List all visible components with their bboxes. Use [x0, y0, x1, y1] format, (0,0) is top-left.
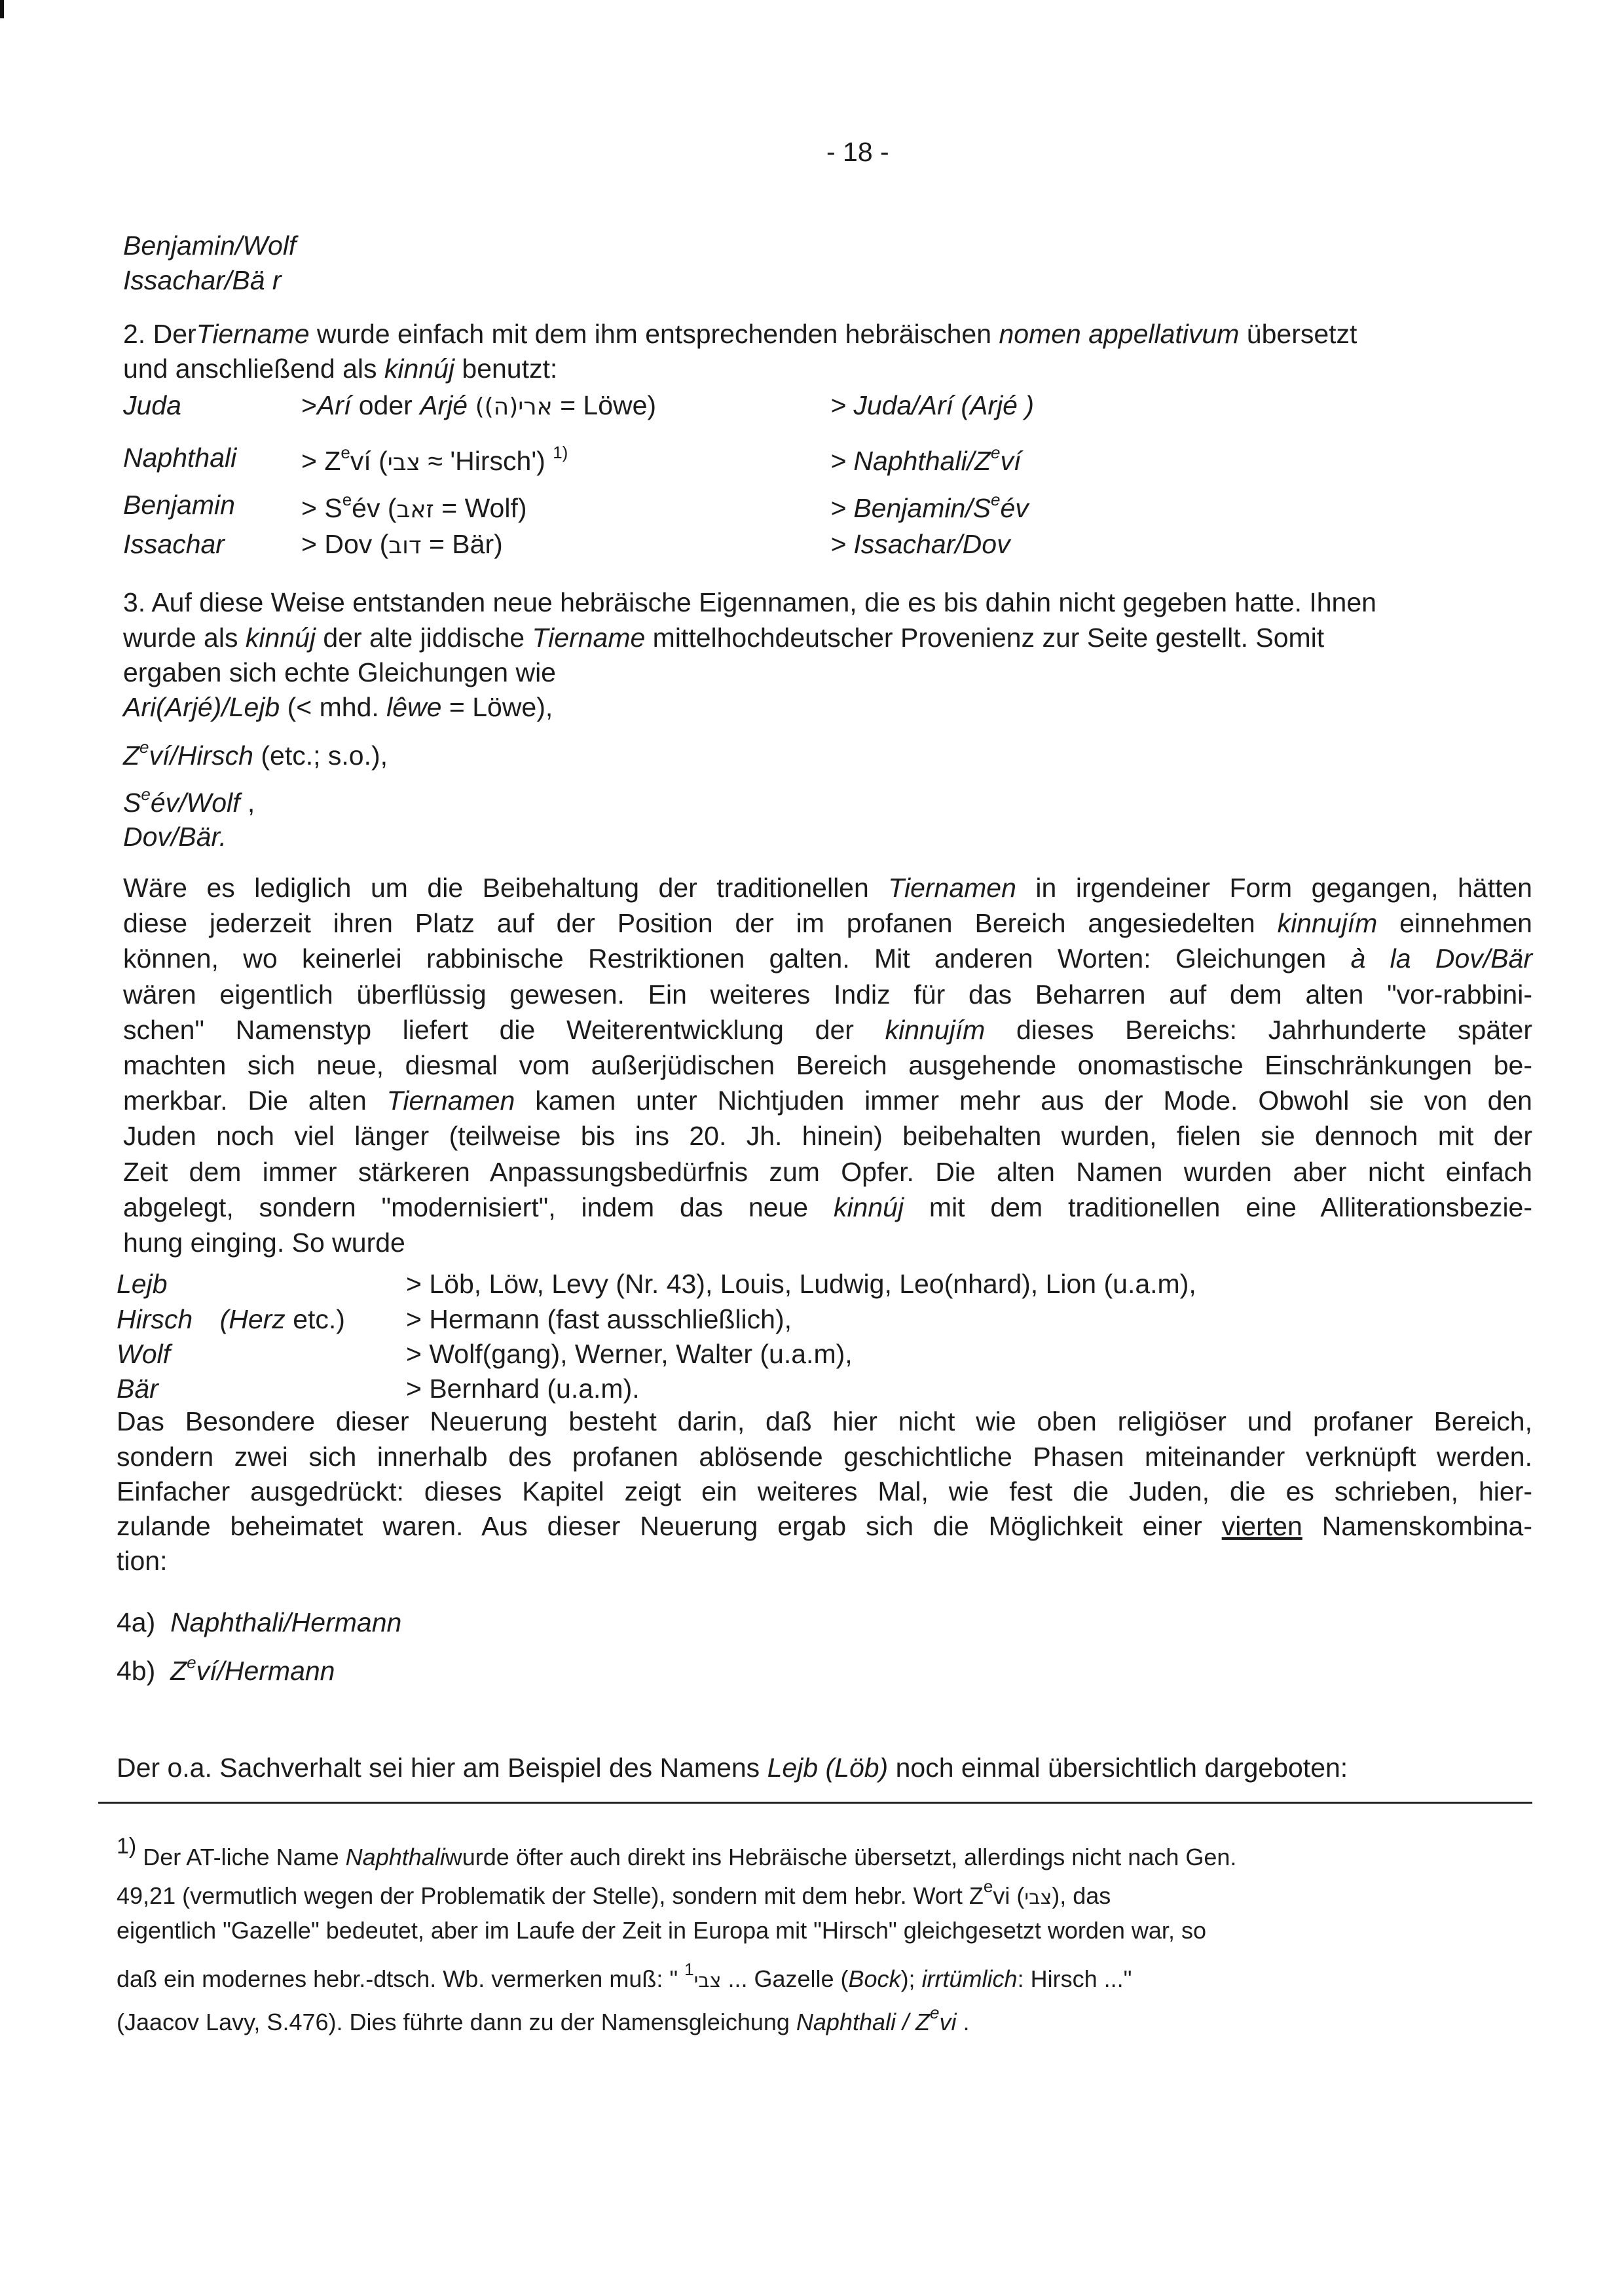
- text: ... Gazelle (: [721, 1965, 849, 1992]
- mod-result: > Hermann (fast ausschließlich),: [406, 1304, 792, 1334]
- text: ví: [1000, 446, 1022, 476]
- text: ), das: [1052, 1882, 1111, 1909]
- text: ví/Hirsch: [149, 740, 253, 771]
- table-translation: [301, 529, 503, 560]
- text: (Jaacov Lavy, S.476). Dies führte dann zu der Namensgleichung: [117, 2009, 796, 2035]
- text: oder: [351, 390, 420, 420]
- paragraph-line: [123, 875, 1532, 902]
- text: > S: [301, 493, 342, 523]
- term-kinnuj: kinnúj: [384, 354, 454, 384]
- mod-result: > Bernhard (u.a.m).: [406, 1374, 640, 1404]
- text: merkbar. Die alten: [123, 1085, 387, 1116]
- superscript: 1: [684, 1959, 694, 1979]
- combination-4b: [117, 1654, 335, 1685]
- italic-term: à la Dov/Bär: [1350, 943, 1532, 974]
- paragraph-line: Einfacher ausgedrückt: dieses Kapitel zeigt ein weiteres Mal, wie fest die Juden, die es schrieben, hier-: [117, 1476, 1532, 1506]
- paragraph-line: Das Besondere dieser Neuerung besteht darin, daß hier nicht wie oben religiöser und profaner Bereich,: [117, 1406, 1532, 1436]
- text: schen" Namenstyp liefert die Weiterentwicklung der: [123, 1015, 885, 1045]
- table-translation: [301, 490, 527, 524]
- text: benutzt:: [454, 354, 558, 384]
- paragraph-line: [123, 1230, 405, 1256]
- hebrew-word: דוב: [388, 532, 422, 559]
- text: Arjé: [420, 390, 468, 420]
- mod-name: Lejb: [117, 1269, 168, 1299]
- section-3-line-2: [123, 625, 1324, 651]
- text: noch einmal übersichtlich dargeboten:: [888, 1753, 1348, 1783]
- section-number: 2.: [123, 319, 146, 349]
- text: Naphthali: [345, 1844, 445, 1870]
- superscript: e: [983, 1876, 993, 1896]
- table-result: [830, 443, 1021, 477]
- text: > Naphthali/Z: [830, 446, 991, 476]
- mod-name: Hirsch: [117, 1304, 193, 1334]
- table-result: [830, 490, 1029, 524]
- paragraph-line: [123, 1052, 1532, 1079]
- text: = Löwe): [552, 390, 657, 420]
- text: Ari(Arjé)/Lejb: [123, 692, 280, 722]
- superscript: e: [187, 1652, 196, 1672]
- superscript: e: [991, 490, 1001, 509]
- text: können, wo keinerlei rabbinische Restriktionen galten. Mit anderen Worten: Gleichungen: [123, 943, 1351, 974]
- superscript: e: [141, 784, 151, 804]
- scan-edge-mark: [0, 0, 4, 18]
- footnote-divider: [98, 1802, 1532, 1804]
- table-name: Benjamin: [123, 490, 235, 520]
- term-tiername: Tiername: [532, 623, 646, 653]
- term-kinnuj: kinnúj: [245, 623, 316, 653]
- text: Naphthali/Hermann: [170, 1607, 402, 1637]
- hebrew-word: צבי: [1024, 1886, 1052, 1909]
- page-number: - 18 -: [826, 137, 889, 167]
- italic-term: Tiernamen: [888, 873, 1016, 903]
- term-tiername: Tiername: [196, 319, 310, 349]
- superscript: e: [991, 443, 1001, 462]
- mod-name: Wolf: [117, 1339, 170, 1369]
- table-name: Juda: [123, 390, 181, 420]
- footnote-line-2: [117, 1878, 1111, 1908]
- footnote-line-3: eigentlich "Gazelle" bedeutet, aber im Laufe der Zeit in Europa mit "Hirsch" gleichgesetzt worden war, so: [117, 1917, 1206, 1944]
- paragraph-line: [123, 945, 1532, 972]
- table-result: > Juda/Arí (Arjé ): [830, 390, 1035, 420]
- text: = Bär): [421, 529, 503, 559]
- text: vi (: [993, 1882, 1025, 1909]
- paragraph-line: [123, 1017, 1532, 1044]
- paragraph-line: [123, 1159, 1532, 1186]
- paragraph-line: [123, 1087, 1532, 1114]
- equation-2: [123, 738, 388, 769]
- label: 4b): [117, 1656, 156, 1686]
- text: = Wolf): [434, 493, 527, 523]
- text: wurde einfach mit dem ihm entsprechenden hebräischen: [309, 319, 999, 349]
- text: mittelhochdeutscher Provenienz zur Seite gestellt. Somit: [645, 623, 1325, 653]
- text: > Benjamin/S: [830, 493, 991, 523]
- text: .: [956, 2009, 970, 2035]
- text: Arí: [316, 390, 352, 420]
- text: machten sich neue, diesmal vom außerjüdischen Bereich ausgehende onomastische Einschränkungen be-: [123, 1050, 1532, 1080]
- superscript: e: [342, 490, 352, 509]
- text: wären eigentlich überflüssig gewesen. Ein weiteres Indiz für das Beharren auf dem alten "vor-rabbini-: [123, 979, 1532, 1010]
- text: Wäre es lediglich um die Beibehaltung der traditionellen: [123, 873, 889, 903]
- mod-result: > Löb, Löw, Levy (Nr. 43), Louis, Ludwig, Leo(nhard), Lion (u.a.m),: [406, 1269, 1196, 1299]
- text: Naphthali / Z: [796, 2009, 931, 2035]
- text: diese jederzeit ihren Platz auf der Position der im profanen Bereich angesiedelten: [123, 908, 1278, 938]
- text: Der: [153, 319, 196, 349]
- text: ví (: [350, 446, 388, 476]
- paragraph-line: sondern zwei sich innerhalb des profanen ablösende geschichtliche Phasen miteinander verknüpft werden.: [117, 1442, 1532, 1472]
- text: wurde öfter auch direkt ins Hebräische übersetzt, allerdings nicht nach Gen.: [445, 1844, 1237, 1870]
- text: S: [123, 788, 141, 818]
- italic-term: kinnúj: [833, 1192, 904, 1222]
- italic-term: kinnujím: [1277, 908, 1378, 938]
- text: = Löwe),: [441, 692, 553, 722]
- hebrew-word: צבי: [693, 1969, 722, 1992]
- text: );: [900, 1965, 922, 1992]
- term-nomen: nomen appellativum: [999, 319, 1240, 349]
- text: 49,21 (vermutlich wegen der Problematik der Stelle), sondern mit dem hebr. Wort Z: [117, 1882, 984, 1909]
- superscript: e: [139, 737, 149, 757]
- text: (etc.; s.o.),: [253, 740, 388, 771]
- text: év: [1000, 493, 1029, 523]
- combination-4a: [117, 1609, 401, 1636]
- text: > Z: [301, 446, 341, 476]
- text: ≈ 'Hirsch'): [420, 446, 545, 476]
- footnote-line-4: [117, 1961, 1132, 1991]
- text: einnehmen: [1377, 908, 1532, 938]
- paragraph-line: [123, 981, 1532, 1008]
- text: év/Wolf: [150, 788, 240, 818]
- table-translation: [301, 390, 656, 421]
- list-item: Benjamin/Wolf: [123, 230, 297, 261]
- summary-line: [117, 1755, 1348, 1781]
- text: abgelegt, sondern "modernisiert", indem das neue: [123, 1192, 834, 1222]
- paragraph-line: [123, 910, 1532, 937]
- table-translation: [301, 443, 568, 477]
- section-2-line-1: [123, 321, 1357, 348]
- mod-name: Bär: [117, 1374, 158, 1404]
- label: 4a): [117, 1607, 156, 1637]
- text: ví/Hermann: [196, 1656, 335, 1686]
- text: übersetzt: [1239, 319, 1357, 349]
- paragraph-line: [117, 1513, 1532, 1540]
- text: lêwe: [386, 692, 442, 722]
- italic-term: kinnujím: [885, 1015, 986, 1045]
- text: (Herz: [219, 1304, 286, 1334]
- paragraph-line: [123, 1194, 1532, 1221]
- paragraph-line: [123, 1123, 1532, 1150]
- hebrew-word: זאב: [396, 496, 434, 523]
- underlined-word: vierten: [1221, 1511, 1302, 1541]
- text: zulande beheimatet waren. Aus dieser Neuerung ergab sich die Möglichkeit einer: [117, 1511, 1222, 1541]
- footnote-mark: 1): [117, 1834, 137, 1859]
- text: Juden noch viel länger (teilweise bis ins 20. Jh. hinein) beibehalten wurden, fielen sie dennoch mit der: [123, 1121, 1532, 1151]
- hebrew-word: צבי: [387, 449, 421, 476]
- hebrew-word: ((ה)ארי: [468, 393, 553, 420]
- superscript: e: [341, 443, 350, 462]
- text: Der AT-liche Name: [136, 1844, 346, 1870]
- text: (< mhd.: [280, 692, 387, 722]
- superscript: e: [930, 2003, 940, 2022]
- text: Z: [123, 740, 140, 771]
- text: ,: [240, 788, 255, 818]
- footnote-line-5: [117, 2004, 970, 2034]
- text: dieses Bereichs: Jahrhunderte später: [985, 1015, 1533, 1045]
- footnote-ref: 1): [553, 443, 568, 462]
- italic-term: Tiernamen: [386, 1085, 515, 1116]
- section-2-line-2: [123, 355, 557, 382]
- table-name: Naphthali: [123, 443, 237, 473]
- equation-1: [123, 694, 553, 721]
- footnote-line-1: [117, 1835, 1236, 1869]
- text: év (: [352, 493, 397, 523]
- text: Zeit dem immer stärkeren Anpassungsbedürfnis zum Opfer. Die alten Namen wurden aber nicht einfach: [123, 1157, 1532, 1187]
- paragraph-line: tion:: [117, 1546, 168, 1576]
- text: mit dem traditionellen eine Alliterationsbezie-: [904, 1192, 1533, 1222]
- table-result: > Issachar/Dov: [830, 529, 1010, 559]
- text: etc.): [285, 1304, 345, 1334]
- text: Lejb (Löb): [767, 1753, 889, 1783]
- text: wurde als: [123, 623, 246, 653]
- text: hung einging. So wurde: [123, 1228, 405, 1258]
- text: Der o.a. Sachverhalt sei hier am Beispiel des Namens: [117, 1753, 767, 1783]
- table-name: Issachar: [123, 529, 225, 559]
- text: vi: [939, 2009, 957, 2035]
- mod-name-row: [117, 1304, 345, 1335]
- text: irrtümlich: [921, 1965, 1018, 1992]
- mod-result: > Wolf(gang), Werner, Walter (u.a.m),: [406, 1339, 853, 1369]
- equation-3: [123, 786, 255, 816]
- equation-4: Dov/Bär.: [123, 822, 227, 852]
- text: kamen unter Nichtjuden immer mehr aus der Mode. Obwohl sie von den: [515, 1085, 1532, 1116]
- section-3-line-1: 3. Auf diese Weise entstanden neue hebräische Eigennamen, die es bis dahin nicht gegeben hatte. Ihnen: [123, 587, 1376, 617]
- text: der alte jiddische: [316, 623, 532, 653]
- section-3-line-3: ergaben sich echte Gleichungen wie: [123, 657, 556, 687]
- text: daß ein modernes hebr.-dtsch. Wb. vermerken muß: ": [117, 1965, 685, 1992]
- text: : Hirsch ...": [1017, 1965, 1132, 1992]
- text: und anschließend als: [123, 354, 384, 384]
- text: > Dov (: [301, 529, 389, 559]
- text: Bock: [848, 1965, 901, 1992]
- text: Z: [170, 1656, 187, 1686]
- text: >: [301, 390, 317, 420]
- text: in irgendeiner Form gegangen, hätten: [1016, 873, 1532, 903]
- text: Namenskombina-: [1302, 1511, 1532, 1541]
- list-item: Issachar/Bä r: [123, 265, 282, 295]
